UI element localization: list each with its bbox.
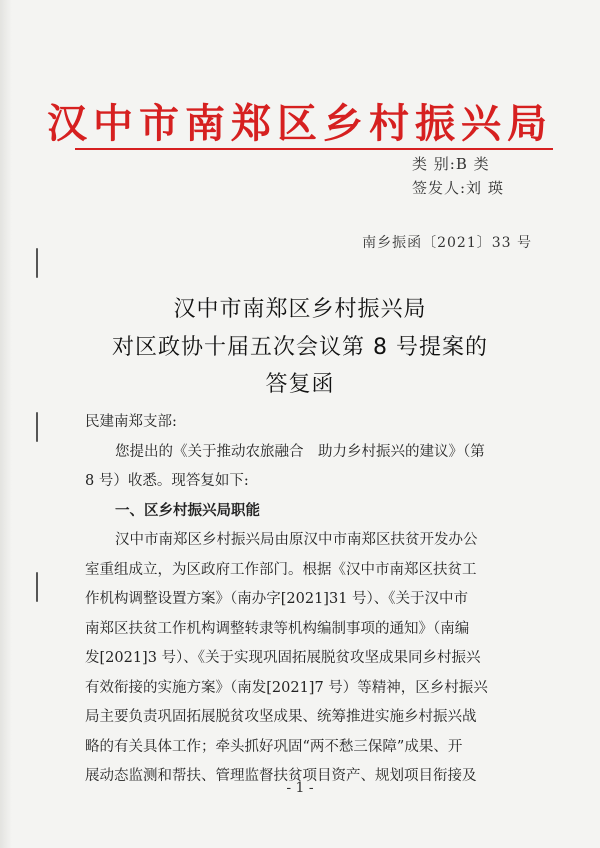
- para-line: 汉中市南郑区乡村振兴局由原汉中市南郑区扶贫开发办公: [115, 532, 478, 548]
- document-number: 南乡振函〔2021〕33 号: [362, 235, 532, 251]
- para-line: 发[2021]3 号）、《关于实现巩固拓展脱贫攻坚成果同乡村振兴: [85, 650, 481, 666]
- binding-mark: [36, 412, 38, 442]
- doc-title-line-2: 对区政协十届五次会议第 8 号提案的: [112, 335, 488, 360]
- doc-title-line-3: 答复函: [265, 372, 335, 397]
- para-line: 展动态监测和帮扶、管理监督扶贫项目资产、规划项目衔接及: [85, 768, 477, 784]
- org-header-title: 汉中市南郑区乡村振兴局: [47, 100, 553, 147]
- letter-body: [85, 408, 555, 792]
- page-number: - 1 -: [286, 780, 314, 796]
- binding-mark: [36, 572, 38, 602]
- para-line: 室重组成立，为区政府工作部门。根据《汉中市南郑区扶贫工: [85, 561, 477, 578]
- doc-title-line-1: 汉中市南郑区乡村振兴局: [173, 297, 427, 322]
- para-line: 有效衔接的实施方案》（南发[2021]7 号）等精神，区乡村振兴: [85, 679, 488, 696]
- intro-line-1: 您提出的《关于推动农旅融合 助力乡村振兴的建议》（第: [115, 443, 485, 460]
- signer-line: 签发人:刘 瑛: [412, 179, 504, 197]
- para-line: 局主要负责巩固拓展脱贫攻坚成果、统筹推进实施乡村振兴战: [85, 709, 477, 725]
- para-line: 略的有关具体工作；牵头抓好巩固“两不愁三保障”成果、开: [85, 738, 463, 755]
- category-line: 类 别:B 类: [412, 155, 490, 173]
- section-heading: 一、区乡村振兴局职能: [115, 502, 260, 519]
- para-line: 作机构调整设置方案》（南办字[2021]31 号）、《关于汉中市: [85, 591, 469, 607]
- binding-mark: [36, 248, 38, 278]
- intro-line-2: 8 号）收悉。现答复如下:: [85, 473, 249, 489]
- salutation: 民建南郑支部:: [85, 414, 177, 430]
- header-red-rule: [75, 148, 553, 150]
- para-line: 南郑区扶贫工作机构调整转隶等机构编制事项的通知》（南编: [85, 620, 470, 637]
